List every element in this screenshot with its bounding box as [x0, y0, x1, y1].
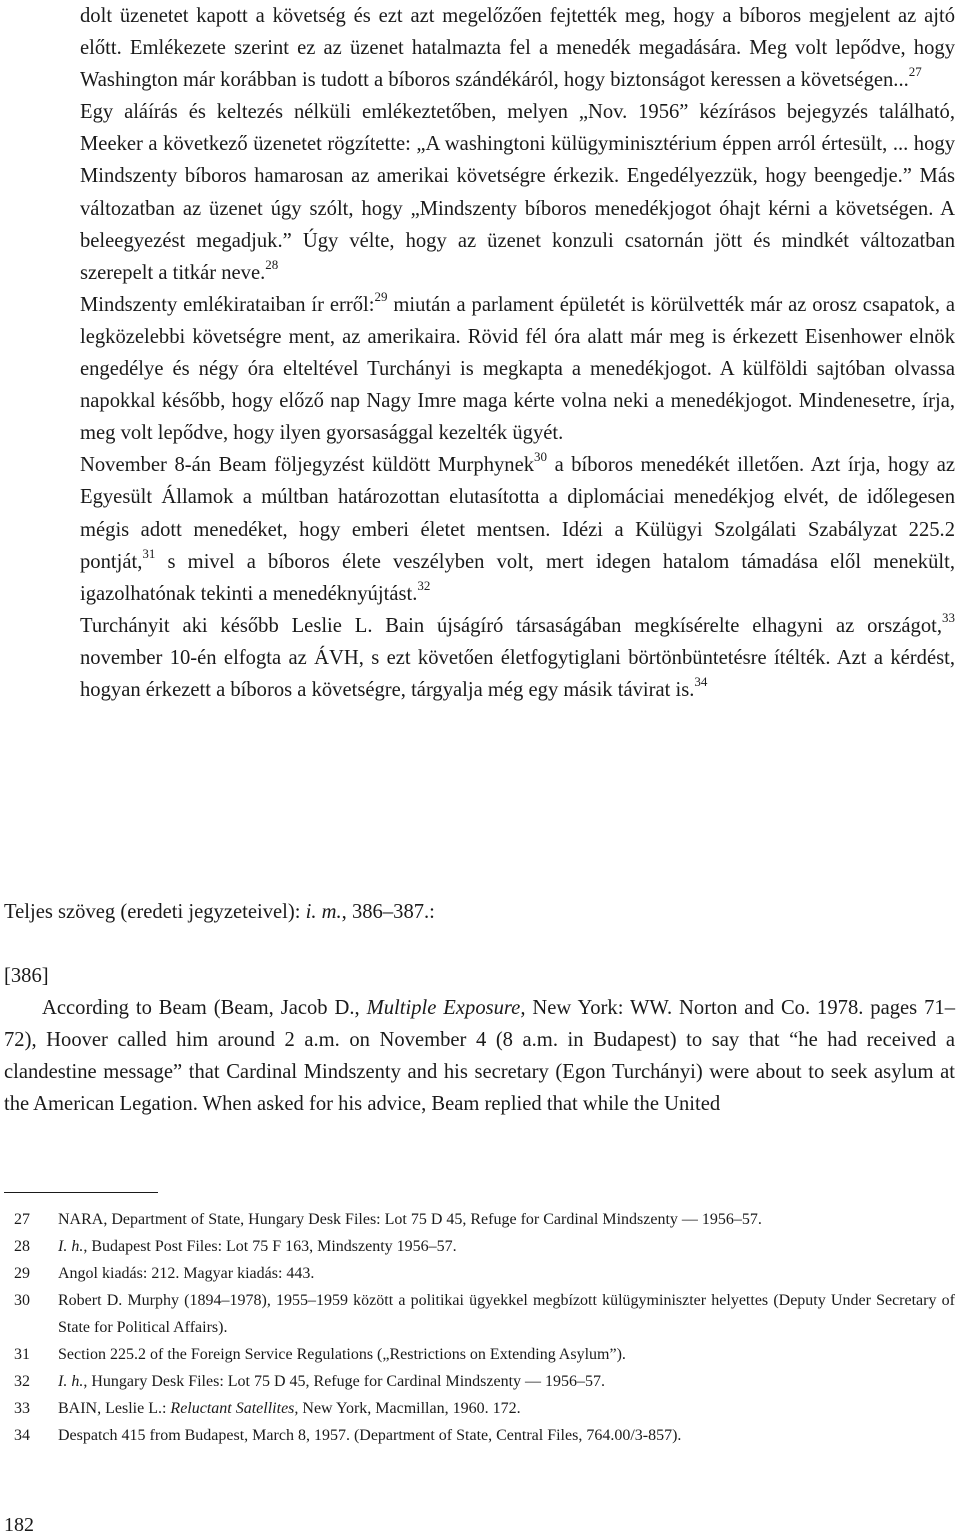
- footnote-ref: 33: [942, 609, 955, 625]
- footnote-number: 29: [14, 1265, 30, 1282]
- paragraph-text: November 8-án Beam följegyzést küldött Murphynek: [80, 454, 535, 477]
- footnote-body: , Budapest Post Files: Lot 75 F 163, Mindszenty 1956–57.: [83, 1238, 457, 1255]
- footnote-ref: 30: [534, 449, 548, 465]
- paragraph: [80, 610, 955, 706]
- footnote-ref: 32: [417, 577, 431, 593]
- footnote-number: 34: [14, 1427, 30, 1444]
- footnote-body: New York, Macmillan, 1960. 172.: [298, 1400, 521, 1417]
- paragraph-text: miután a parlament épületét is körülvették már az orosz csapatok, a legközelebbi követségre ment, az amerikaira. Rövid fél óra alatt már meg is érkezett Eisenhower elnök engedélye és négy óra elteltével Turchányi is megkapta a menedékjogot. A külföldi sajtóban olvassa napokkal később, hogy előző nap Nagy Imre maga kérte volna neki a menedékjogot. Mindenesetre, írja, meg volt lepődve, hogy ilyen gyorsasággal kezelték ügyét.: [80, 293, 956, 445]
- footnote: [0, 1422, 955, 1449]
- footnote: [0, 1260, 955, 1287]
- footnote-number: 31: [14, 1346, 30, 1363]
- footnote-text: [58, 1395, 955, 1422]
- page-reference: [386]: [4, 965, 49, 987]
- footnote-number: 33: [14, 1400, 30, 1417]
- footnote: [0, 1206, 955, 1233]
- footnote-divider: [4, 1192, 158, 1193]
- page-number: 182: [4, 1514, 34, 1536]
- english-quote: [4, 992, 955, 1120]
- footnote-ref: 31: [142, 545, 156, 561]
- footnote-text: NARA, Department of State, Hungary Desk Files: Lot 75 D 45, Refuge for Cardinal Mindszenty — 1956–57.: [58, 1211, 762, 1228]
- footnote-ref: 34: [694, 674, 708, 690]
- paragraph-text: Turchányit aki később Leslie L. Bain újságíró társaságában megkísérelte elhagyni az országot,: [80, 614, 942, 637]
- footnote-number: 30: [14, 1292, 30, 1309]
- footnote: [0, 1287, 955, 1341]
- paragraph: [4, 992, 955, 1120]
- footnote-number: 32: [14, 1373, 30, 1390]
- paragraph-text: dolt üzenetet kapott a követség és ezt azt megelőzően fejtették meg, hogy a bíboros megjelent az ajtó előtt. Emlékezete szerint ez az üzenet hatalmazta fel a menedék megadására. Meg volt lepődve, hogy Washington már korábban is tudott a bíboros szándékáról, hogy biztonságot keressen a követségen...: [80, 5, 955, 92]
- paragraph: [80, 0, 955, 96]
- footnote-text: [58, 1368, 955, 1395]
- footnote-text: Section 225.2 of the Foreign Service Regulations („Restrictions on Extending Asylum”).: [58, 1346, 626, 1363]
- paragraph-text: According to Beam (Beam, Jacob D.,: [42, 997, 367, 1019]
- paragraph: [80, 96, 955, 289]
- footnote: [0, 1368, 955, 1395]
- paragraph-text: Mindszenty emlékirataiban ír erről:: [80, 293, 375, 316]
- paragraph: [80, 289, 955, 449]
- footnote-text: Robert D. Murphy (1894–1978), 1955–1959 között a politikai ügyekkel megbízott külügyminiszter helyettes (Deputy Under Secretary of State for Political Affairs).: [58, 1292, 955, 1336]
- book-title: Multiple Exposure,: [366, 997, 526, 1019]
- intro-text: Teljes szöveg (eredeti jegyzeteivel):: [4, 901, 306, 923]
- footnote-ref: 29: [374, 288, 388, 304]
- footnote-italic: I. h.: [58, 1373, 84, 1390]
- footnote-body: , Hungary Desk Files: Lot 75 D 45, Refuge for Cardinal Mindszenty — 1956–57.: [83, 1373, 606, 1390]
- footnote-text: Angol kiadás: 212. Magyar kiadás: 443.: [58, 1265, 315, 1282]
- footnote-italic: Reluctant Satellites,: [170, 1400, 299, 1417]
- footnote: [0, 1395, 955, 1422]
- paragraph-text: a bíboros menedékét illetően. Azt írja, hogy az Egyesült Államok a múltban határozottan elutasította a diplomáciai menedékjog elvét, de időlegesen mégis adott menedéket, hogy emberi életet mentsen. Idézi a Külügyi Szolgálati Szabályzat 225.2 pontját,: [80, 454, 955, 573]
- footnote-ref: 27: [908, 64, 922, 80]
- paragraph: [80, 449, 955, 609]
- full-text-intro: [4, 896, 944, 928]
- paragraph-text: s mivel a bíboros élete veszélyben volt, mert idegen hatalom támadása elől menekült, igazolhatónak tekinti a menedéknyújtást.: [80, 550, 955, 605]
- footnote-author: BAIN, Leslie L.:: [58, 1400, 171, 1417]
- footnote-text: Despatch 415 from Budapest, March 8, 1957. (Department of State, Central Files, 764.00/3-857).: [58, 1427, 682, 1444]
- footnote-ref: 28: [265, 256, 279, 272]
- paragraph-text: New York: WW. Norton and Co. 1978. pages 71–72), Hoover called him around 2 a.m. on November 4 (8 a.m. in Budapest) to say that “he had received a clandestine message” that Cardinal Mindszenty and his secretary (Egon Turchányi) were about to seek asylum at the American Legation. When asked for his advice, Beam replied that while the United: [4, 997, 956, 1116]
- intro-italic: i. m.: [305, 901, 342, 923]
- paragraph-text: Egy aláírás és keltezés nélküli emlékeztetőben, melyen „Nov. 1956” kézírásos bejegyzés található, Meeker a következő üzenetet rögzítette: „A washingtoni külügyminisztérium éppen arról értesült, ... hogy Mindszenty bíboros hamarosan az amerikai követségre érkezik. Engedélyezzük, hogy beengedje.” Más változatban az üzenet úgy szólt, hogy „Mindszenty bíboros menedékjogot óhajt kérni a követségen. A beleegyezést megadjuk.” Úgy vélte, hogy az üzenet konzuli csatornán jött és mindkét változatban szerepelt a titkár neve.: [80, 101, 955, 284]
- paragraph-text: november 10-én elfogta az ÁVH, s ezt követően életfogytiglani börtönbüntetésre ítélték. Azt a kérdést, hogyan érkezett a bíboros a követségre, tárgyalja még egy másik távirat is.: [80, 646, 955, 701]
- footnote-number: 27: [14, 1211, 30, 1228]
- footnote: [0, 1341, 955, 1368]
- footnote-text: [58, 1233, 955, 1260]
- footnote-number: 28: [14, 1238, 30, 1255]
- footnote: [0, 1233, 955, 1260]
- main-text: [80, 0, 955, 706]
- intro-text: , 386–387.:: [341, 901, 435, 923]
- footnotes: [0, 1206, 955, 1449]
- footnote-italic: I. h.: [58, 1238, 84, 1255]
